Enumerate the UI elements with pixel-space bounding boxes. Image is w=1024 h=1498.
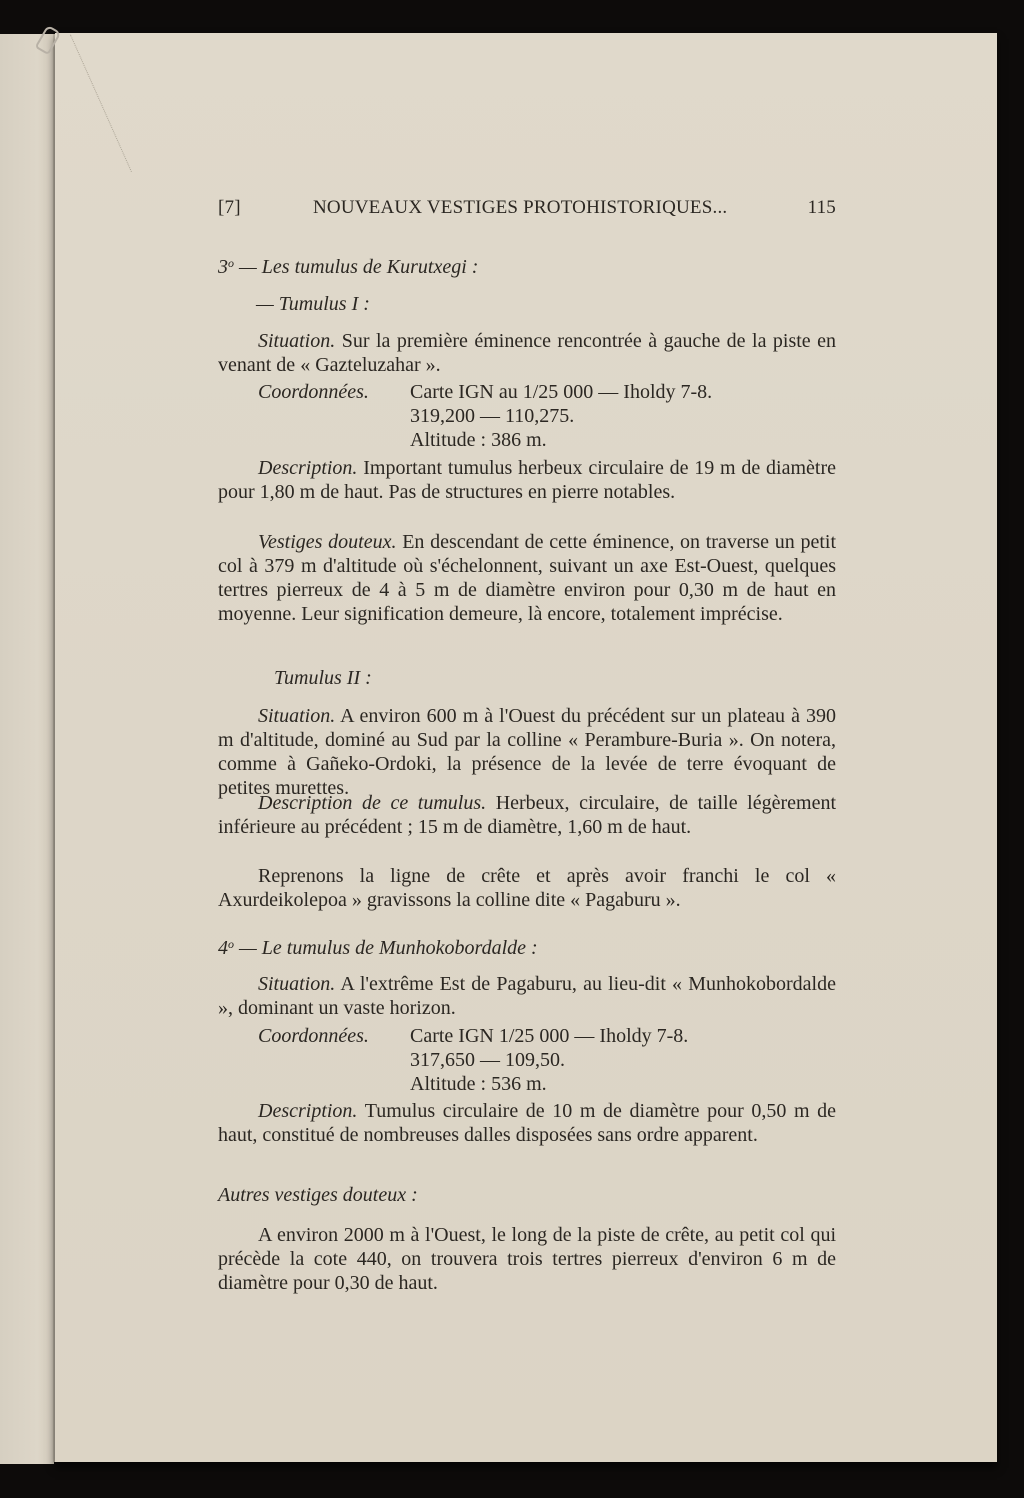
- tumulus-1-heading: — Tumulus I :: [256, 293, 370, 315]
- ordinal-mark: o: [228, 937, 234, 951]
- description-text: Important tumulus herbeux circulaire de 19 m de diamètre pour 1,80 m de haut. Pas de structures en pierre notables.: [218, 457, 837, 503]
- section-3-heading: [218, 251, 478, 279]
- tumulus-1-description: [218, 456, 836, 504]
- tumulus-1-coordinates: [258, 380, 410, 404]
- other-remains-text: A environ 2000 m à l'Ouest, le long de la piste de crête, au petit col qui précède la cote 440, on trouvera trois tertres pierreux d'environ 6 m de diamètre pour 0,30 de haut.: [218, 1224, 836, 1294]
- transition-paragraph: Reprenons la ligne de crête et après avoir franchi le col « Axurdeikolepoa » gravissons la colline dite « Pagaburu ».: [218, 865, 836, 911]
- section-4-title: — Le tumulus de Munhokobordalde :: [239, 937, 538, 959]
- situation-label: Situation.: [258, 705, 336, 727]
- coord-line-xy: 317,650 — 109,50.: [410, 1049, 565, 1071]
- situation-text: Sur la première éminence rencontrée à gauche de la piste en venant de « Gazteluzahar ».: [218, 330, 837, 376]
- section-4-description: [218, 1099, 836, 1147]
- left-page-edge: [0, 34, 54, 1464]
- doubtful-label: Vestiges douteux.: [258, 531, 397, 553]
- page-content: [218, 190, 837, 1294]
- section-4-heading: [218, 932, 538, 960]
- coord-line-map: Carte IGN 1/25 000 — Iholdy 7-8.: [410, 1025, 689, 1047]
- coord-line-xy: 319,200 — 110,275.: [410, 405, 575, 427]
- coordinates-label: Coordonnées.: [258, 1025, 369, 1047]
- other-remains-heading: Autres vestiges douteux :: [218, 1184, 418, 1206]
- section-4-coordinates: [258, 1024, 410, 1048]
- section-3-title: — Les tumulus de Kurutxegi :: [239, 256, 479, 278]
- running-title: NOUVEAUX VESTIGES PROTOHISTORIQUES...: [313, 197, 728, 218]
- tumulus-2-description: [218, 791, 836, 839]
- section-4-number: 4: [218, 937, 228, 959]
- description-label: Description de ce tumulus.: [258, 792, 487, 814]
- situation-label: Situation.: [258, 330, 336, 352]
- tumulus-2-situation: [218, 704, 836, 800]
- section-4-situation: [218, 972, 836, 1020]
- coord-line-map: Carte IGN au 1/25 000 — Iholdy 7-8.: [410, 381, 713, 403]
- situation-text: A environ 600 m à l'Ouest du précédent sur un plateau à 390 m d'altitude, dominé au Sud par la colline « Perambure-Buria ». On notera, comme à Gañeko-Ordoki, la présence de la levée de terre évoquant de petites murettes.: [218, 705, 836, 799]
- running-head: [218, 190, 836, 220]
- situation-text: A l'extrême Est de Pagaburu, au lieu-dit « Munhokobordalde », dominant un vaste horizon.: [218, 973, 836, 1019]
- coord-line-altitude: Altitude : 386 m.: [410, 429, 547, 451]
- situation-label: Situation.: [258, 973, 336, 995]
- section-3-number: 3: [218, 256, 228, 278]
- doubtful-text: En descendant de cette éminence, on traverse un petit col à 379 m d'altitude où s'échelonnent, suivant un axe Est-Ouest, quelques tertres pierreux de 4 à 5 m de diamètre environ pour 0,30 m de haut en moyenne. Leur signification demeure, là encore, totalement imprécise.: [218, 531, 837, 625]
- description-label: Description.: [258, 1100, 358, 1122]
- description-text: Herbeux, circulaire, de taille légèrement inférieure au précédent ; 15 m de diamètre, 1,60 m de haut.: [218, 792, 837, 838]
- coord-line-altitude: Altitude : 536 m.: [410, 1073, 547, 1095]
- coordinates-label: Coordonnées.: [258, 381, 369, 403]
- tumulus-1-situation: [218, 329, 836, 377]
- description-text: Tumulus circulaire de 10 m de diamètre pour 0,50 m de haut, constitué de nombreuses dalles disposées sans ordre apparent.: [218, 1100, 836, 1146]
- tumulus-1-doubtful-remains: [218, 530, 836, 626]
- section-number: [7]: [218, 197, 241, 218]
- ordinal-mark: o: [228, 256, 234, 270]
- page-number: 115: [807, 197, 836, 218]
- description-label: Description.: [258, 457, 358, 479]
- tumulus-2-heading: Tumulus II :: [274, 667, 372, 689]
